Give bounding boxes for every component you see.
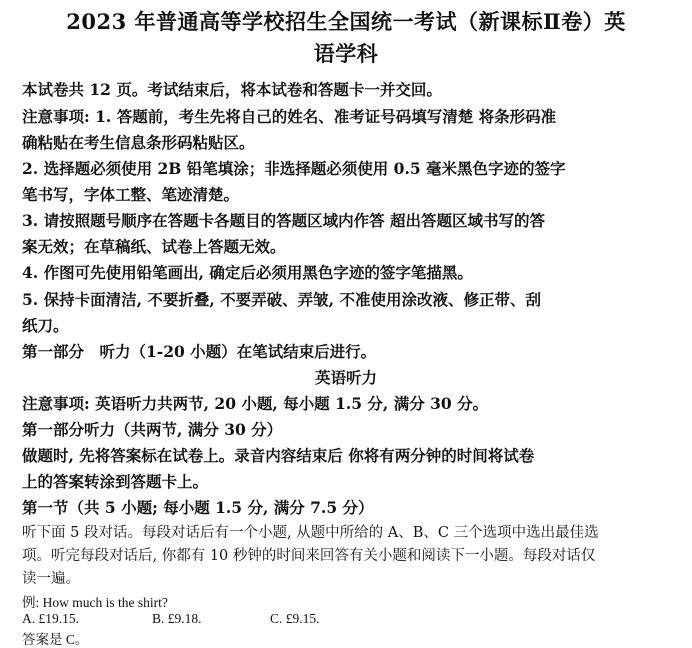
part-one-heading: 第一部分 听力（1-20 小题）在笔试结束后进行。 [22,342,377,361]
exam-title-line-2: 语学科 [313,41,379,66]
listening-instruction: 做题时, 先将答案标在试卷上。录音内容结束后 你将有两分钟的时间将试卷 [22,446,535,465]
dialogue-instruction-3: 读一遍。 [22,571,80,587]
listening-part-heading: 第一部分听力（共两节, 满分 30 分） [22,420,283,439]
option-b: B. £9.18. [152,611,202,626]
example-answer: 答案是 C。 [22,632,89,647]
dialogue-instruction-2: 项。听完每段对话后, 你都有 10 秒钟的时间来回答有关小题和阅读下一小题。每段对话仅 [22,548,596,564]
notice-item-5-cont: 纸刀。 [22,316,69,335]
dialogue-instruction-1: 听下面 5 段对话。每段对话后有一个小题, 从题中所给的 A、B、C 三个选项中选出最佳选 [22,525,599,541]
listening-instruction-cont: 上的答案转涂到答题卡上。 [22,472,209,491]
notice-item-2-cont: 笔书写，字体工整、笔迹清楚。 [22,185,240,204]
notice-item-2: 2. 选择题必须使用 2B 铅笔填涂；非选择题必须使用 0.5 毫米黑色字迹的签字 [22,159,566,178]
example-options [22,611,320,627]
option-c: C. £9.15. [270,611,320,626]
listening-section-heading: 英语听力 [314,368,377,387]
section-one-heading: 第一节（共 5 小题; 每小题 1.5 分, 满分 7.5 分） [22,498,374,517]
notice-item-3-cont: 案无效；在草稿纸、试卷上答题无效。 [22,237,286,256]
notice-item-5: 5. 保持卡面清洁, 不要折叠, 不要弄破、弄皱, 不准使用涂改液、修正带、刮 [22,290,541,309]
notice-item-1: 注意事项: 1. 答题前，考生先将自己的姓名、准考证号码填写清楚 将条形码准 [22,107,557,126]
notice-item-1-cont: 确粘贴在考生信息条形码粘贴区。 [22,133,255,152]
example-question: 例: How much is the shirt? [22,595,168,610]
listening-notice: 注意事项: 英语听力共两节, 20 小题, 每小题 1.5 分, 满分 30 分。 [22,394,489,413]
notice-item-4: 4. 作图可先使用铅笔画出, 确定后必须用黑色字迹的签字笔描黑。 [22,263,473,282]
page-count-note: 本试卷共 12 页。考试结束后，将本试卷和答题卡一并交回。 [22,80,442,99]
option-a: A. £19.15. [22,611,79,626]
notice-item-3: 3. 请按照题号顺序在答题卡各题目的答题区域内作答 超出答题区域书写的答 [22,211,545,230]
exam-title-line-1: 2023 年普通高等学校招生全国统一考试（新课标Ⅱ卷）英 [66,9,626,34]
